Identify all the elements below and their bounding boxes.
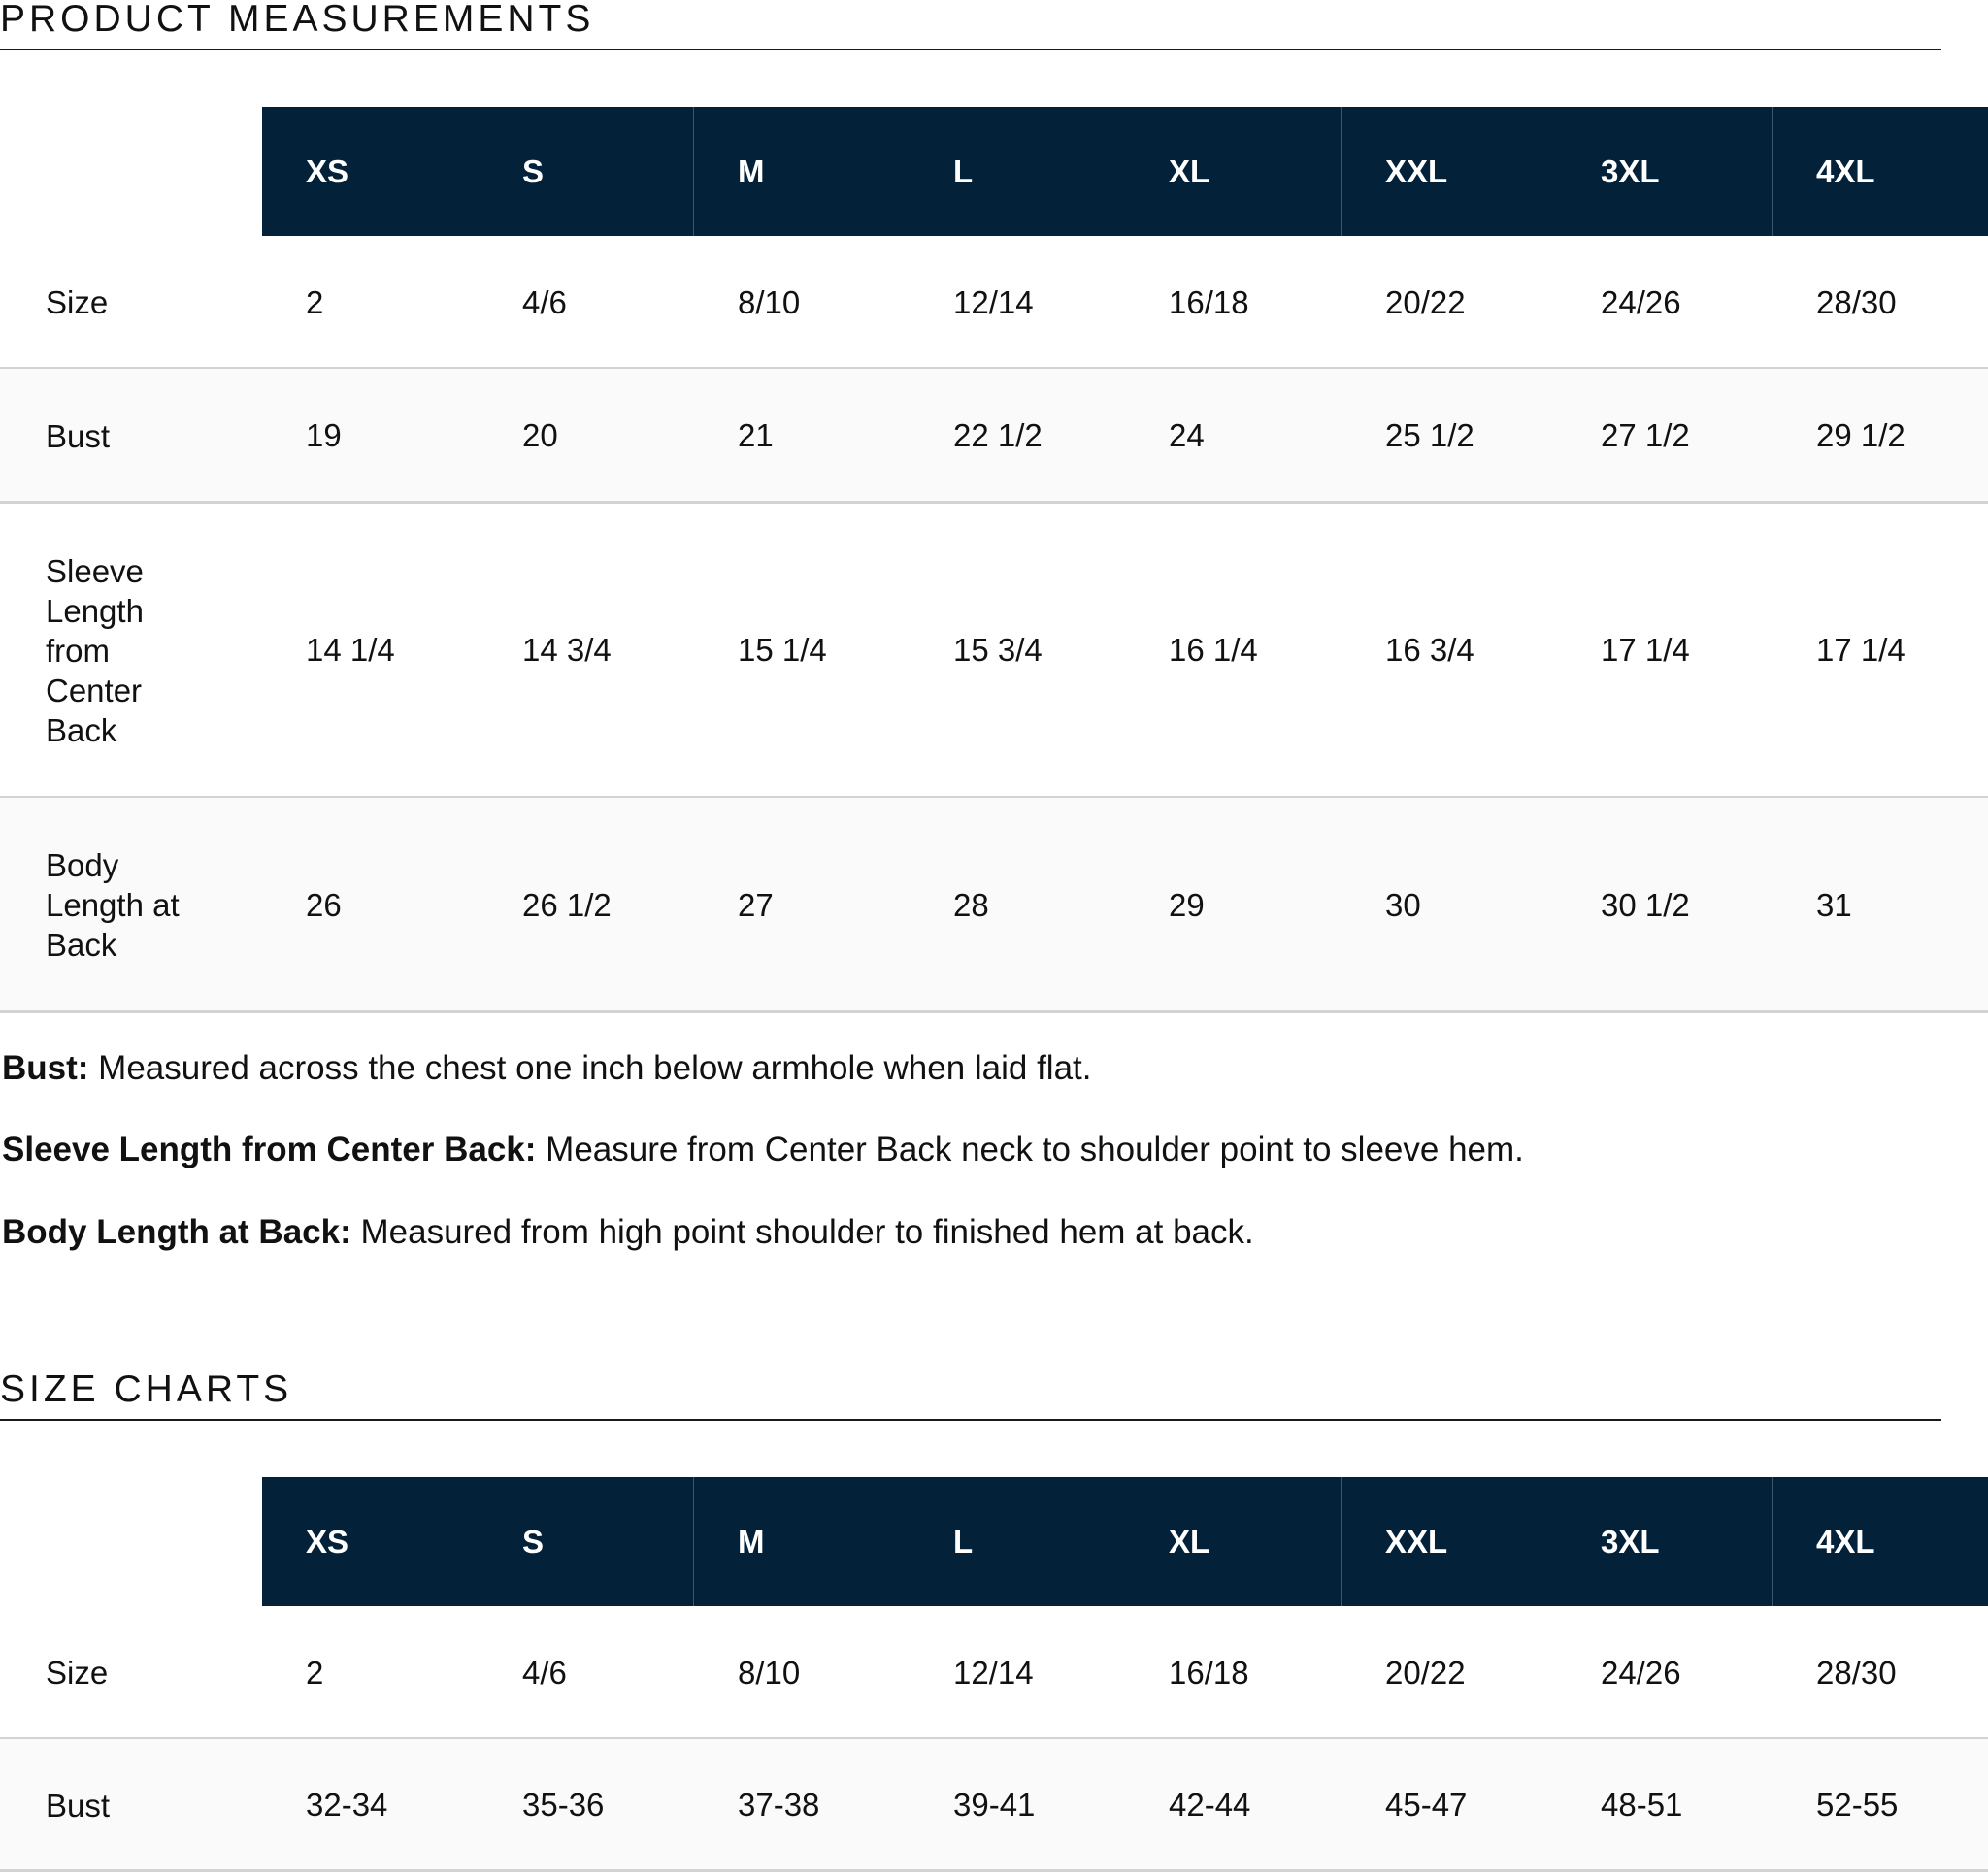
table-cell: 48-51 <box>1601 1787 1683 1823</box>
header-xs: XS <box>306 1524 349 1560</box>
table-row <box>0 1606 1988 1739</box>
table-cell: 4/6 <box>522 1654 567 1691</box>
table-cell: 14 3/4 <box>522 632 612 668</box>
size-charts-table <box>0 1477 1988 1873</box>
table-cell: 30 <box>1385 886 1421 923</box>
note-text: Measured from high point shoulder to finished hem at back. <box>350 1213 1254 1251</box>
row-label: Bust <box>46 1787 111 1824</box>
table-cell: 15 1/4 <box>738 632 827 668</box>
table-cell: 16 3/4 <box>1385 632 1474 668</box>
row-label: Bust <box>46 417 111 454</box>
table-cell: 8/10 <box>738 1654 801 1691</box>
measurement-note-bust <box>2 1048 1092 1089</box>
table-cell: 8/10 <box>738 283 801 320</box>
header-xl: XL <box>1169 153 1210 189</box>
table-cell: 27 <box>738 886 774 923</box>
table-cell: 32-34 <box>306 1787 388 1823</box>
table-cell: 20/22 <box>1385 1654 1466 1691</box>
table-cell: 19 <box>306 417 342 453</box>
header-4xl: 4XL <box>1816 153 1875 189</box>
table-cell: 26 1/2 <box>522 886 612 923</box>
table-cell: 22 1/2 <box>953 417 1043 453</box>
header-3xl: 3XL <box>1601 153 1660 189</box>
header-3xl: 3XL <box>1601 1524 1660 1560</box>
note-term: Bust: <box>2 1049 89 1087</box>
table-row <box>0 369 1988 503</box>
row-label: Size <box>46 284 109 320</box>
table-cell: 52-55 <box>1816 1787 1899 1823</box>
table-cell: 39-41 <box>953 1787 1036 1823</box>
size-charts-title: SIZE CHARTS <box>0 1370 1941 1421</box>
table-row <box>0 798 1988 1012</box>
header-m: M <box>738 153 765 189</box>
table-cell: 16 1/4 <box>1169 632 1258 668</box>
table-cell: 2 <box>306 1654 324 1691</box>
table-cell: 37-38 <box>738 1787 820 1823</box>
table-cell: 16/18 <box>1169 283 1249 320</box>
header-l: L <box>953 1524 974 1560</box>
table-cell: 30 1/2 <box>1601 886 1690 923</box>
table-cell: 21 <box>738 417 774 453</box>
product-measurements-table <box>0 107 1988 1012</box>
header-l: L <box>953 153 974 189</box>
row-label: Size <box>46 1655 109 1691</box>
table-cell: 14 1/4 <box>306 632 395 668</box>
header-s: S <box>522 1524 545 1560</box>
table-cell: 4/6 <box>522 283 567 320</box>
row-label: Sleeve Length from Center Back <box>46 552 144 748</box>
table-cell: 29 1/2 <box>1816 417 1905 453</box>
table-cell: 24 <box>1169 417 1205 453</box>
header-s: S <box>522 153 545 189</box>
table-cell: 20/22 <box>1385 283 1466 320</box>
header-m: M <box>738 1524 765 1560</box>
measurement-note-body-length <box>2 1212 1254 1253</box>
table-row <box>0 503 1988 798</box>
table-cell: 12/14 <box>953 283 1034 320</box>
table-cell: 16/18 <box>1169 1654 1249 1691</box>
note-text: Measure from Center Back neck to shoulder point to sleeve hem. <box>536 1131 1524 1168</box>
table-cell: 2 <box>306 283 324 320</box>
row-label: Body Length at Back <box>46 847 180 963</box>
table-cell: 27 1/2 <box>1601 417 1690 453</box>
measurement-note-sleeve <box>2 1130 1524 1170</box>
header-xxl: XXL <box>1385 153 1448 189</box>
table-cell: 28 <box>953 886 989 923</box>
table-cell: 17 1/4 <box>1601 632 1690 668</box>
table-cell: 28/30 <box>1816 283 1897 320</box>
table-cell: 31 <box>1816 886 1852 923</box>
note-text: Measured across the chest one inch below armhole when laid flat. <box>88 1049 1092 1087</box>
table-cell: 42-44 <box>1169 1787 1251 1823</box>
note-term: Body Length at Back: <box>2 1213 351 1251</box>
table-cell: 17 1/4 <box>1816 632 1905 668</box>
table-row <box>0 236 1988 369</box>
header-xs: XS <box>306 153 349 189</box>
table-cell: 25 1/2 <box>1385 417 1474 453</box>
table-cell: 24/26 <box>1601 283 1681 320</box>
note-term: Sleeve Length from Center Back: <box>2 1131 537 1168</box>
product-measurements-title: PRODUCT MEASUREMENTS <box>0 0 1941 50</box>
table-row <box>0 1739 1988 1871</box>
table-cell: 24/26 <box>1601 1654 1681 1691</box>
table-cell: 20 <box>522 417 558 453</box>
table-cell: 26 <box>306 886 342 923</box>
table-cell: 29 <box>1169 886 1205 923</box>
table-cell: 45-47 <box>1385 1787 1468 1823</box>
header-xl: XL <box>1169 1524 1210 1560</box>
table-header-row <box>262 107 1988 236</box>
header-xxl: XXL <box>1385 1524 1448 1560</box>
header-4xl: 4XL <box>1816 1524 1875 1560</box>
table-header-row <box>262 1477 1988 1606</box>
table-cell: 12/14 <box>953 1654 1034 1691</box>
table-cell: 35-36 <box>522 1787 605 1823</box>
table-cell: 15 3/4 <box>953 632 1043 668</box>
table-cell: 28/30 <box>1816 1654 1897 1691</box>
